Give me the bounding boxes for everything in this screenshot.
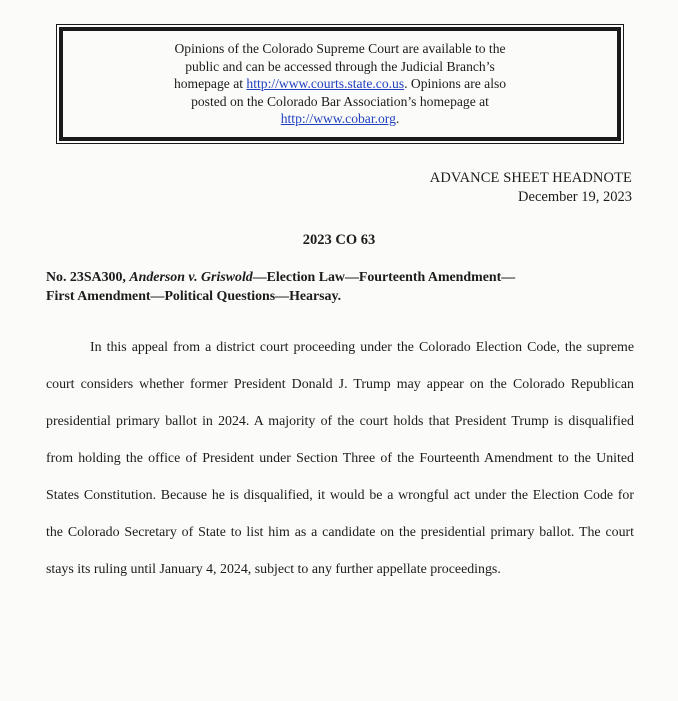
headnote-body-paragraph: In this appeal from a district court proceeding under the Colorado Election Code, the supreme court considers whether former President Donald J. Trump may appear on the Colorado Republican presidential primary ballot in 2024. A majority of the court holds that President Trump is disqualified from holding the office of President under Section Three of the Fourteenth Amendment to the United States Constitution. Because he is disqualified, it would be a wrongful act under the Election Code for the Colorado Secretary of State to list him as a candidate on the presidential primary ballot. The court stays its ruling until January 4, 2024, subject to any further appellate proceedings.: [46, 340, 634, 577]
opinions-notice-box: [59, 27, 621, 141]
notice-line-3-suffix: . Opinions are also: [404, 76, 507, 91]
case-name: Anderson v. Griswold: [129, 270, 253, 285]
notice-line-3-prefix: homepage at: [173, 76, 247, 91]
case-number: No. 23SA300,: [46, 270, 126, 285]
notice-line-5: [63, 110, 617, 128]
caption-topics-line-1: —Election Law—Fourteenth Amendment—: [252, 270, 516, 285]
caption-topics-line-2: First Amendment—Political Questions—Hearsay.: [46, 289, 342, 304]
case-caption: [46, 268, 636, 306]
notice-line-2: public and can be accessed through the Judicial Branch’s: [185, 58, 495, 74]
notice-line-4: posted on the Colorado Bar Association’s homepage at: [191, 93, 489, 109]
cobar-homepage-link[interactable]: http://www.cobar.org: [280, 111, 396, 126]
case-citation: 2023 CO 63: [302, 232, 376, 248]
notice-line-5-suffix: .: [395, 111, 400, 126]
headnote-date: December 19, 2023: [518, 189, 632, 205]
notice-line-3: [63, 75, 617, 93]
notice-line-1: Opinions of the Colorado Supreme Court are available to the: [174, 41, 506, 56]
headnote-type: ADVANCE SHEET HEADNOTE: [429, 170, 632, 186]
courts-homepage-link[interactable]: http://www.courts.state.co.us: [246, 76, 405, 91]
